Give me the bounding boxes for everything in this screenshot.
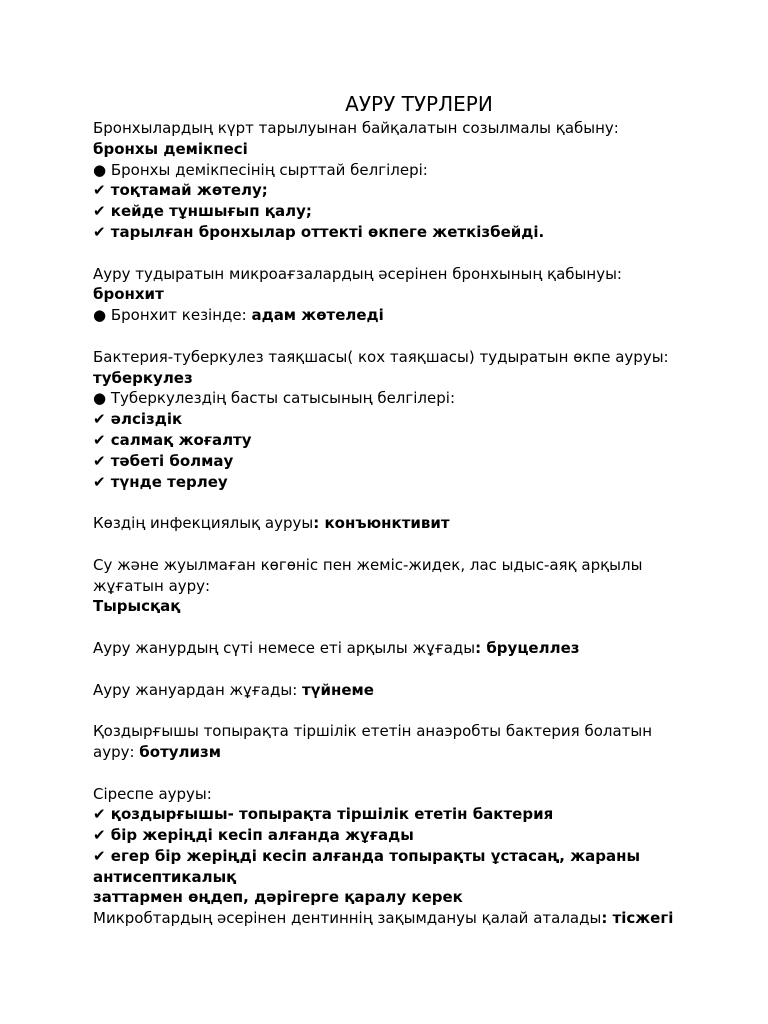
caries-line xyxy=(93,908,733,929)
cholera-question-line-2: жұғатын ауру: xyxy=(93,576,211,595)
tuberculosis-sign-item: ✔ түнде терлеу xyxy=(93,472,228,491)
bronchitis-intro: Ауру тудыратын микроағзалардың әсерінен бронхының қабынуы: xyxy=(93,264,622,283)
spacer xyxy=(93,534,733,555)
anthrax-answer: түйнеме xyxy=(302,680,374,699)
brucellosis-question: Ауру жанурдың сүті немесе еті арқылы жұғады xyxy=(93,638,476,657)
tuberculosis-signs-heading: ● Туберкулездің басты сатысының белгілері: xyxy=(93,389,455,408)
bronchitis-symptom-value: адам жөтеледі xyxy=(251,306,384,325)
botulism-line-2 xyxy=(93,742,733,763)
bronchial-asthma-intro: Бронхылардың күрт тарылуынан байқалатын созылмалы қабыну: xyxy=(93,119,619,137)
asthma-sign-item: ✔ тоқтамай жөтелу; xyxy=(93,181,268,200)
botulism-answer: ботулизм xyxy=(139,742,222,761)
tetanus-item: ✔ қоздырғышы- топырақта тіршілік ететін бактерия xyxy=(93,805,554,824)
tuberculosis-answer: туберкулез xyxy=(93,368,193,387)
bronchitis-answer: бронхит xyxy=(93,285,164,304)
anthrax-question: Ауру жануардан жұғады: xyxy=(93,680,303,699)
tuberculosis-sign-item: ✔ тәбеті болмау xyxy=(93,451,234,470)
bronchial-asthma-answer: бронхы демікпесі xyxy=(93,139,248,158)
tuberculosis-intro: Бактерия-туберкулез таяқшасы( кох таяқшасы) тудыратын өкпе ауруы: xyxy=(93,347,669,366)
page-title: АУРУ ТУРЛЕРИ xyxy=(345,92,493,116)
asthma-sign-item: ✔ тарылған бронхылар оттекті өкпеге жеткізбейді. xyxy=(93,222,545,241)
asthma-sign-item: ✔ кейде тұншығып қалу; xyxy=(93,202,312,221)
spacer xyxy=(93,617,733,638)
botulism-question-line-1: Қоздырғышы топырақта тіршілік ететін анаэробты бактерия болатын xyxy=(93,722,653,741)
spacer xyxy=(93,492,733,513)
caries-answer: : тісжегі xyxy=(601,909,674,928)
brucellosis-answer: : бруцеллез xyxy=(475,638,580,657)
eye-infection-question: Көздің инфекциялық ауруы xyxy=(93,514,314,533)
spacer xyxy=(93,763,733,784)
tuberculosis-sign-item: ✔ әлсіздік xyxy=(93,410,183,429)
spacer xyxy=(93,700,733,721)
spacer xyxy=(93,243,733,264)
tuberculosis-sign-item: ✔ салмақ жоғалту xyxy=(93,430,252,449)
document-page xyxy=(93,90,733,929)
cholera-question-line-1: Су және жуылмаған көгөніс пен жеміс-жидек, лас ыдыс-аяқ арқылы xyxy=(93,555,643,574)
bronchial-asthma-signs-heading: ● Бронхы демікпесінің сырттай белгілері: xyxy=(93,160,428,179)
bronchitis-symptom-label: ● Бронхит кезінде: xyxy=(93,306,252,325)
anthrax-line xyxy=(93,680,733,701)
eye-infection-answer: : конъюнктивит xyxy=(313,514,450,533)
tetanus-item: антисептикалық xyxy=(93,867,237,886)
eye-infection-line xyxy=(93,513,733,534)
tetanus-item: заттармен өңдеп, дәрігерге қаралу керек xyxy=(93,888,463,907)
caries-question: Микробтардың әсерінен дентиннің зақымдануы қалай аталады xyxy=(93,909,602,928)
tetanus-item: ✔ бір жеріңді кесіп алғанда жұғады xyxy=(93,826,414,845)
tetanus-item: ✔ егер бір жеріңді кесіп алғанда топырақты ұстасаң, жараны xyxy=(93,846,641,865)
botulism-question-end: ауру: xyxy=(93,742,140,761)
spacer xyxy=(93,326,733,347)
spacer xyxy=(93,659,733,680)
brucellosis-line xyxy=(93,638,733,659)
bronchitis-symptom-line xyxy=(93,305,733,326)
cholera-answer: Тырысқақ xyxy=(93,597,181,616)
tetanus-intro: Сіреспе ауруы: xyxy=(93,784,212,803)
